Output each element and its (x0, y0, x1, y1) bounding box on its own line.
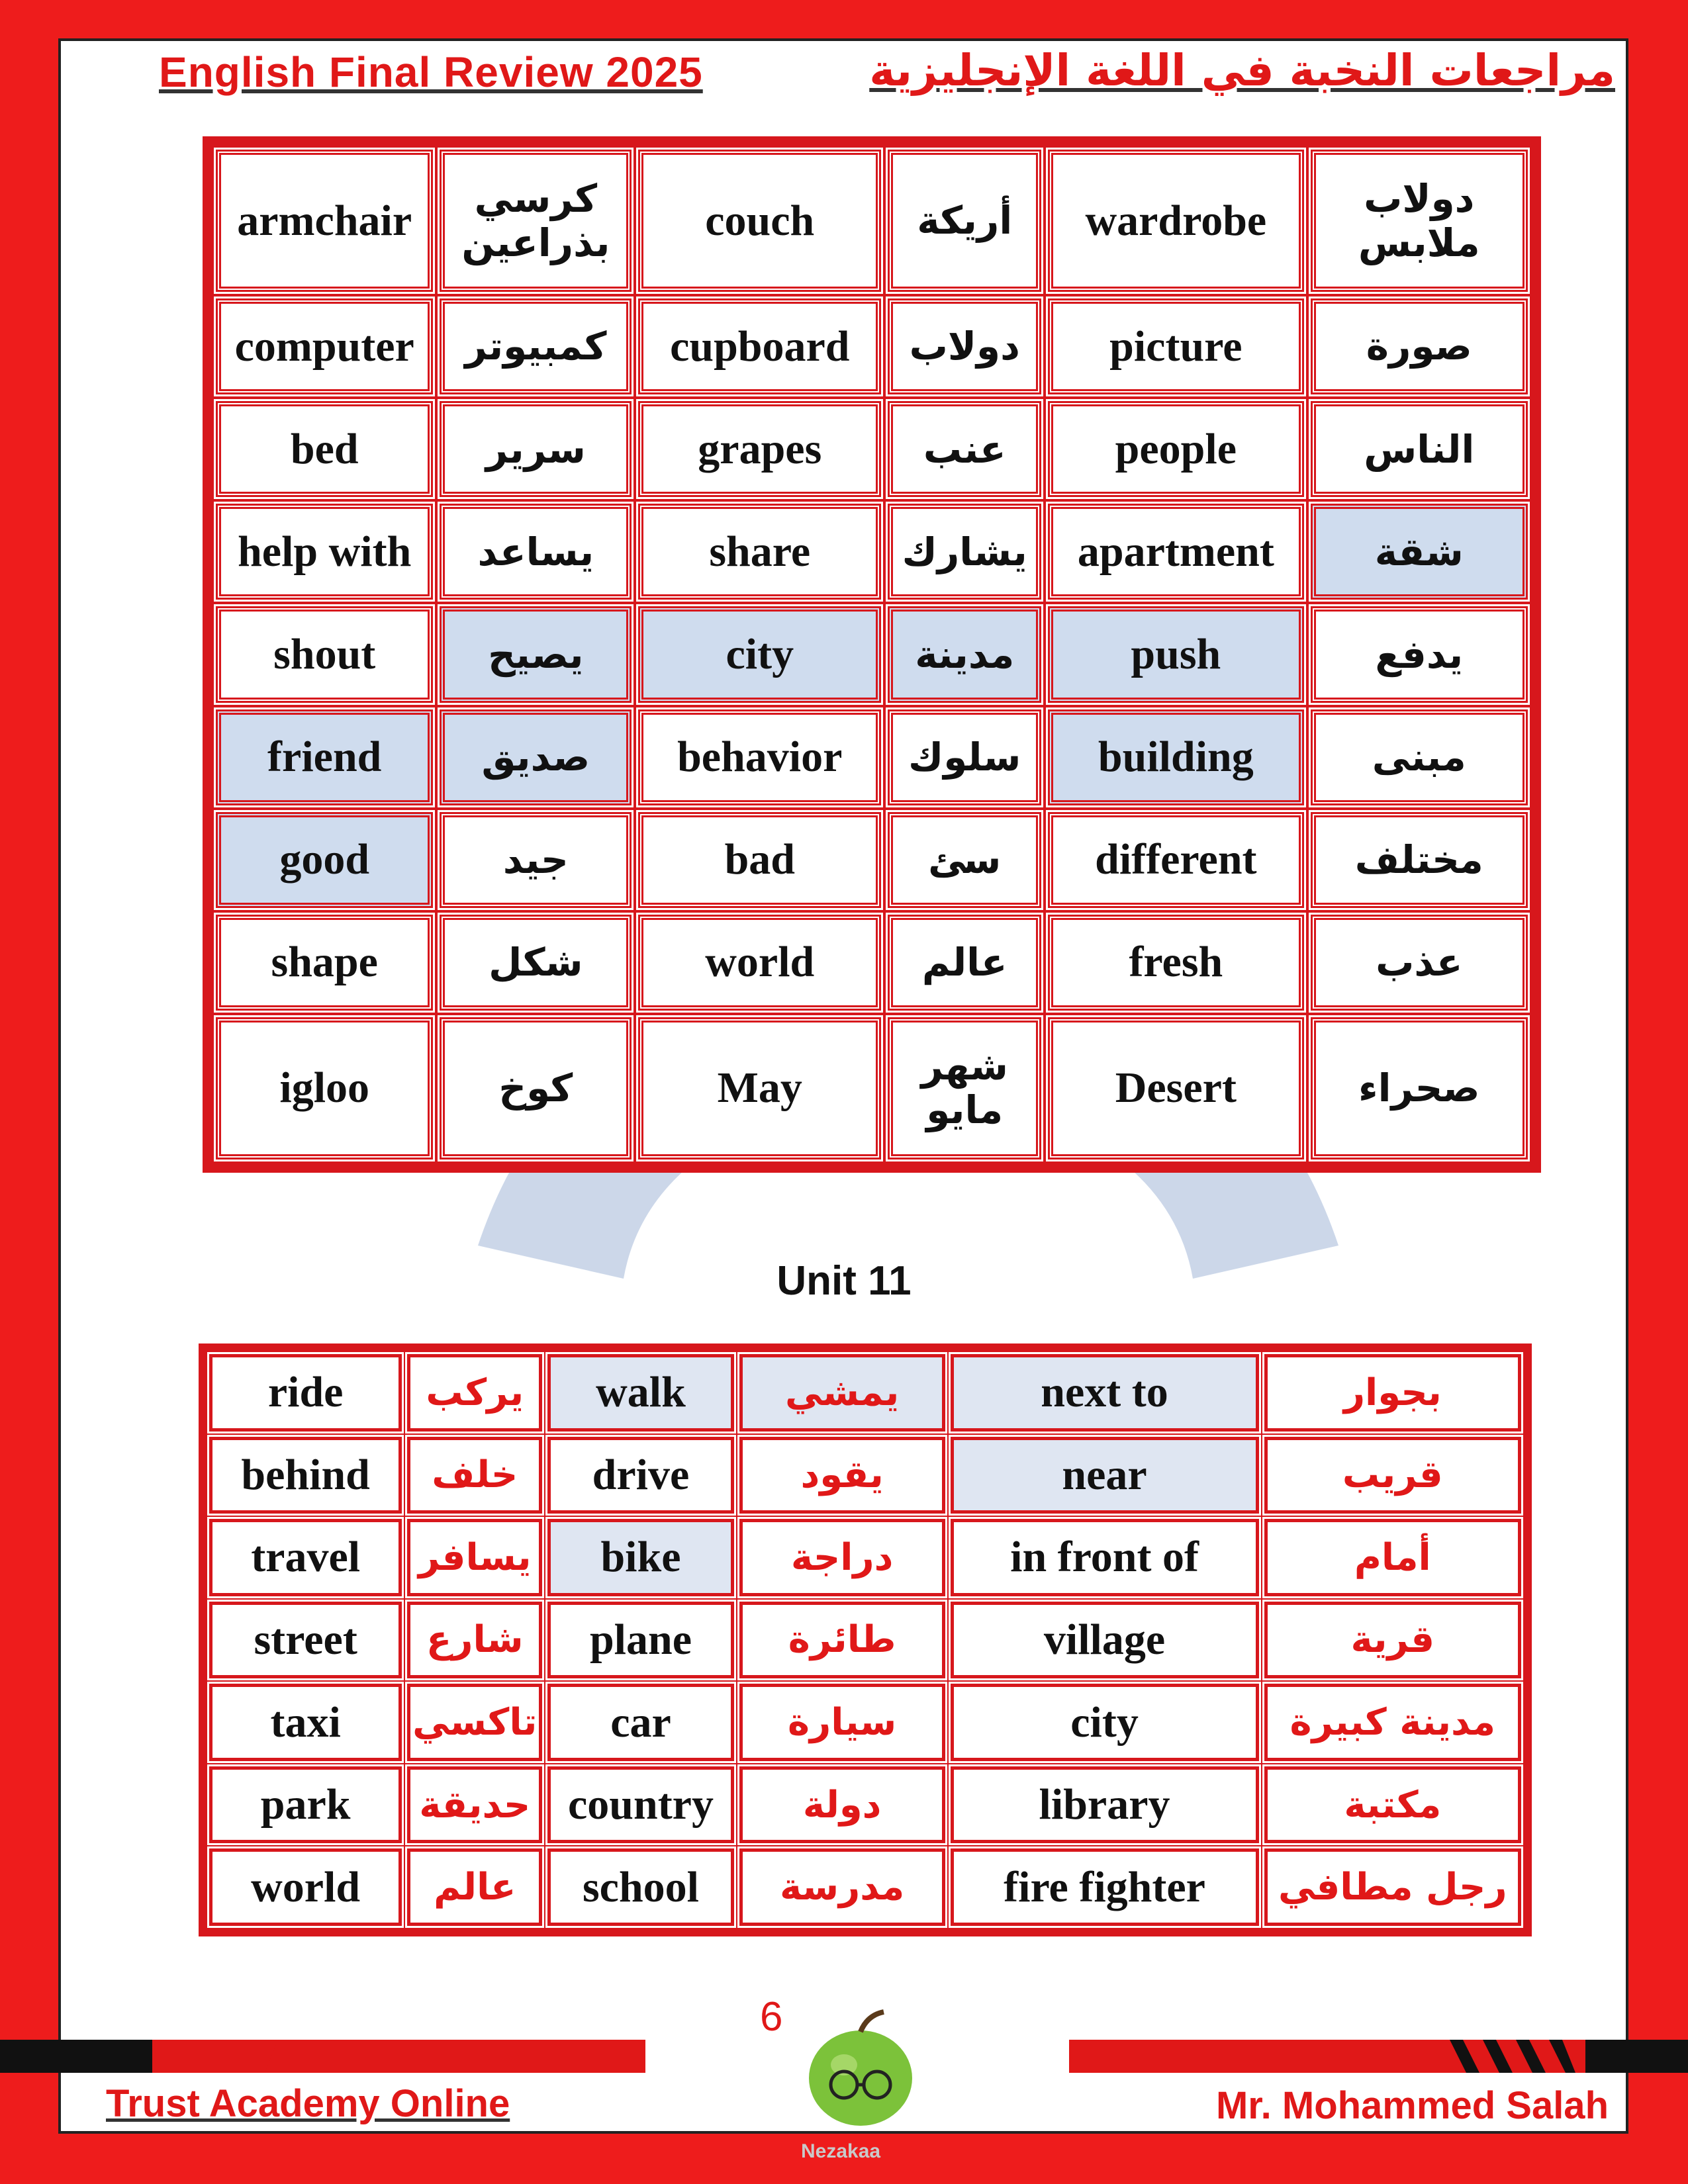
page-number: 6 (760, 1994, 783, 2040)
table-row (216, 606, 1528, 702)
table-row (216, 915, 1528, 1011)
english-word-cell: cupboard (638, 298, 881, 394)
arabic-translation-cell: الناس (1311, 401, 1528, 497)
arabic-translation-cell: مدينة (888, 606, 1041, 702)
vocab-table-unit-11 (199, 1343, 1532, 1936)
arabic-translation-cell: قرية (1264, 1602, 1521, 1679)
english-word-cell: car (547, 1684, 734, 1761)
english-word-cell: fresh (1048, 915, 1303, 1011)
arabic-translation-cell: عذب (1311, 915, 1528, 1011)
english-word-cell: in front of (951, 1519, 1259, 1596)
table-row (216, 1017, 1528, 1160)
vocab-grid-1 (209, 143, 1534, 1166)
footer-black-bar-left (0, 2040, 152, 2073)
header-title-arabic: مراجعات النخبة في اللغة الإنجليزية (869, 45, 1615, 96)
english-word-cell: picture (1048, 298, 1303, 394)
table-row (216, 812, 1528, 908)
arabic-translation-cell: يمشي (739, 1354, 945, 1432)
unit-heading: Unit 11 (776, 1258, 912, 1304)
arabic-translation-cell: سئ (888, 812, 1041, 908)
english-word-cell: library (951, 1766, 1259, 1844)
english-word-cell: igloo (216, 1017, 433, 1160)
arabic-translation-cell: خلف (407, 1437, 542, 1514)
arabic-translation-cell: مدرسة (739, 1848, 945, 1926)
english-word-cell: May (638, 1017, 881, 1160)
table-row (216, 709, 1528, 805)
english-word-cell: drive (547, 1437, 734, 1514)
arabic-translation-cell: شارع (407, 1602, 542, 1679)
english-word-cell: city (951, 1684, 1259, 1761)
arabic-translation-cell: عنب (888, 401, 1041, 497)
english-word-cell: park (209, 1766, 402, 1844)
arabic-translation-cell: كوخ (440, 1017, 632, 1160)
english-word-cell: city (638, 606, 881, 702)
english-word-cell: good (216, 812, 433, 908)
arabic-translation-cell: دولاب (888, 298, 1041, 394)
arabic-translation-cell: شهر مايو (888, 1017, 1041, 1160)
arabic-translation-cell: مختلف (1311, 812, 1528, 908)
english-word-cell: world (638, 915, 881, 1011)
english-word-cell: behind (209, 1437, 402, 1514)
english-word-cell: push (1048, 606, 1303, 702)
english-word-cell: help with (216, 504, 433, 600)
table-row (216, 150, 1528, 292)
arabic-translation-cell: مبنى (1311, 709, 1528, 805)
english-word-cell: world (209, 1848, 402, 1926)
arabic-translation-cell: سلوك (888, 709, 1041, 805)
arabic-translation-cell: يصيح (440, 606, 632, 702)
arabic-translation-cell: صديق (440, 709, 632, 805)
table-row (209, 1602, 1521, 1679)
arabic-translation-cell: بجوار (1264, 1354, 1521, 1432)
arabic-translation-cell: يشارك (888, 504, 1041, 600)
english-word-cell: taxi (209, 1684, 402, 1761)
arabic-translation-cell: رجل مطافي (1264, 1848, 1521, 1926)
vocab-grid-2 (204, 1349, 1526, 1931)
english-word-cell: country (547, 1766, 734, 1844)
table-row (216, 298, 1528, 394)
footer-stripes-right (1443, 2040, 1575, 2073)
arabic-translation-cell: دراجة (739, 1519, 945, 1596)
table-row (209, 1519, 1521, 1596)
english-word-cell: bed (216, 401, 433, 497)
english-word-cell: building (1048, 709, 1303, 805)
english-word-cell: fire fighter (951, 1848, 1259, 1926)
english-word-cell: grapes (638, 401, 881, 497)
apple-mascot-logo (761, 1992, 933, 2164)
footer-black-bar-right (1585, 2040, 1688, 2073)
arabic-translation-cell: يقود (739, 1437, 945, 1514)
english-word-cell: ride (209, 1354, 402, 1432)
footer-teacher-name: Mr. Mohammed Salah (1215, 2084, 1609, 2127)
arabic-translation-cell: شقة (1311, 504, 1528, 600)
table-row (209, 1437, 1521, 1514)
arabic-translation-cell: يدفع (1311, 606, 1528, 702)
table-row (209, 1354, 1521, 1432)
english-word-cell: apartment (1048, 504, 1303, 600)
arabic-translation-cell: أمام (1264, 1519, 1521, 1596)
arabic-translation-cell: يركب (407, 1354, 542, 1432)
arabic-translation-cell: قريب (1264, 1437, 1521, 1514)
mascot-caption: Nezakaa (801, 2140, 881, 2162)
english-word-cell: bike (547, 1519, 734, 1596)
english-word-cell: share (638, 504, 881, 600)
english-word-cell: next to (951, 1354, 1259, 1432)
english-word-cell: village (951, 1602, 1259, 1679)
arabic-translation-cell: مكتبة (1264, 1766, 1521, 1844)
arabic-translation-cell: سرير (440, 401, 632, 497)
arabic-translation-cell: صحراء (1311, 1017, 1528, 1160)
english-word-cell: Desert (1048, 1017, 1303, 1160)
english-word-cell: walk (547, 1354, 734, 1432)
table-row (209, 1766, 1521, 1844)
english-word-cell: travel (209, 1519, 402, 1596)
english-word-cell: school (547, 1848, 734, 1926)
arabic-translation-cell: يساعد (440, 504, 632, 600)
table-row (216, 504, 1528, 600)
arabic-translation-cell: تاكسي (407, 1684, 542, 1761)
arabic-translation-cell: عالم (888, 915, 1041, 1011)
english-word-cell: bad (638, 812, 881, 908)
arabic-translation-cell: أريكة (888, 150, 1041, 292)
footer-academy-name: Trust Academy Online (106, 2082, 510, 2125)
english-word-cell: plane (547, 1602, 734, 1679)
english-word-cell: friend (216, 709, 433, 805)
arabic-translation-cell: صورة (1311, 298, 1528, 394)
english-word-cell: people (1048, 401, 1303, 497)
arabic-translation-cell: كرسي بذراعين (440, 150, 632, 292)
arabic-translation-cell: يسافر (407, 1519, 542, 1596)
table-row (209, 1848, 1521, 1926)
header-title-english: English Final Review 2025 (159, 48, 703, 96)
table-row (216, 401, 1528, 497)
english-word-cell: couch (638, 150, 881, 292)
table-row (209, 1684, 1521, 1761)
english-word-cell: different (1048, 812, 1303, 908)
english-word-cell: shape (216, 915, 433, 1011)
english-word-cell: shout (216, 606, 433, 702)
vocab-table-furniture (203, 136, 1541, 1173)
arabic-translation-cell: جيد (440, 812, 632, 908)
arabic-translation-cell: طائرة (739, 1602, 945, 1679)
english-word-cell: computer (216, 298, 433, 394)
footer-stripes-left (139, 2040, 278, 2073)
arabic-translation-cell: دولة (739, 1766, 945, 1844)
english-word-cell: wardrobe (1048, 150, 1303, 292)
arabic-translation-cell: سيارة (739, 1684, 945, 1761)
english-word-cell: armchair (216, 150, 433, 292)
arabic-translation-cell: مدينة كبيرة (1264, 1684, 1521, 1761)
arabic-translation-cell: دولاب ملابس (1311, 150, 1528, 292)
english-word-cell: near (951, 1437, 1259, 1514)
english-word-cell: behavior (638, 709, 881, 805)
english-word-cell: street (209, 1602, 402, 1679)
arabic-translation-cell: كمبيوتر (440, 298, 632, 394)
arabic-translation-cell: شكل (440, 915, 632, 1011)
arabic-translation-cell: عالم (407, 1848, 542, 1926)
arabic-translation-cell: حديقة (407, 1766, 542, 1844)
